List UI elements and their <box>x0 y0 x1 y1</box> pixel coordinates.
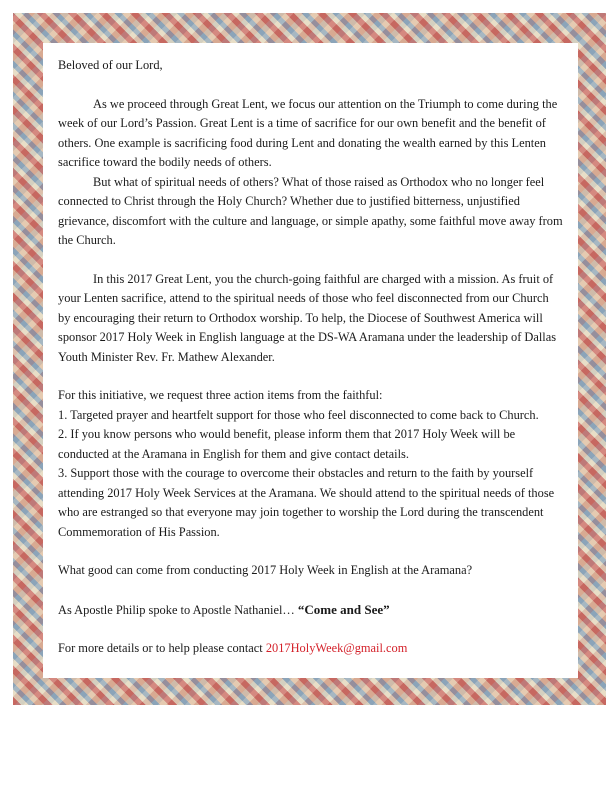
action-item-3: 3. Support those with the courage to overcome their obstacles and return to the faith by yourself attending 2017 Holy Week Services at the Aramana. We should attend to the spiritual needs of those who are estranged so that everyone may join together to worship the Lord during the transcendent Commemoration of His Passion. <box>58 466 555 539</box>
paragraph-1: As we proceed through Great Lent, we focus our attention on the Triumph to come during the week of our Lord’s Passion. Great Lent is a time of sacrifice for our own benefit and the benefit of others. One example is sacrificing food during Lent and donating the wealth earned by this Lenten sacrifice toward the bodily needs of others. <box>58 96 558 169</box>
contact-prefix: For more details or to help please contact <box>58 641 266 655</box>
salutation: Beloved of our Lord, <box>58 58 163 72</box>
philip-prefix: As Apostle Philip spoke to Apostle Nathaniel… <box>58 602 298 617</box>
contact-email-link[interactable]: 2017HolyWeek@gmail.com <box>265 641 408 655</box>
action-item-2: 2. If you know persons who would benefit, please inform them that 2017 Holy Week will be conducted at the Aramana in English for them and give contact details. <box>58 427 516 461</box>
contact-line <box>58 639 563 659</box>
initiative-intro: For this initiative, we request three action items from the faithful: <box>58 388 383 402</box>
philip-quote: “Come and See” <box>297 601 390 617</box>
paragraph-2: But what of spiritual needs of others? What of those raised as Orthodox who no longer feel connected to Christ through the Holy Church? Whether due to justified bitterness, unjustified grievance, discomfort with the culture and language, or simple apathy, some faithful move away from the Church. <box>58 174 563 247</box>
philip-line <box>58 600 563 621</box>
letter-body <box>58 56 563 659</box>
question: What good can come from conducting 2017 Holy Week in English at the Aramana? <box>58 563 473 577</box>
action-item-1: 1. Targeted prayer and heartfelt support for those who feel disconnected to come back to Church. <box>58 407 539 422</box>
paragraph-3: In this 2017 Great Lent, you the church-going faithful are charged with a mission. As fruit of your Lenten sacrifice, attend to the spiritual needs of those who feel disconnected from our Church by encouraging their return to Orthodox worship. To help, the Diocese of Southwest America will sponsor 2017 Holy Week in English language at the DS-WA Aramana under the leadership of Dallas Youth Minister Rev. Fr. Mathew Alexander. <box>58 271 557 364</box>
